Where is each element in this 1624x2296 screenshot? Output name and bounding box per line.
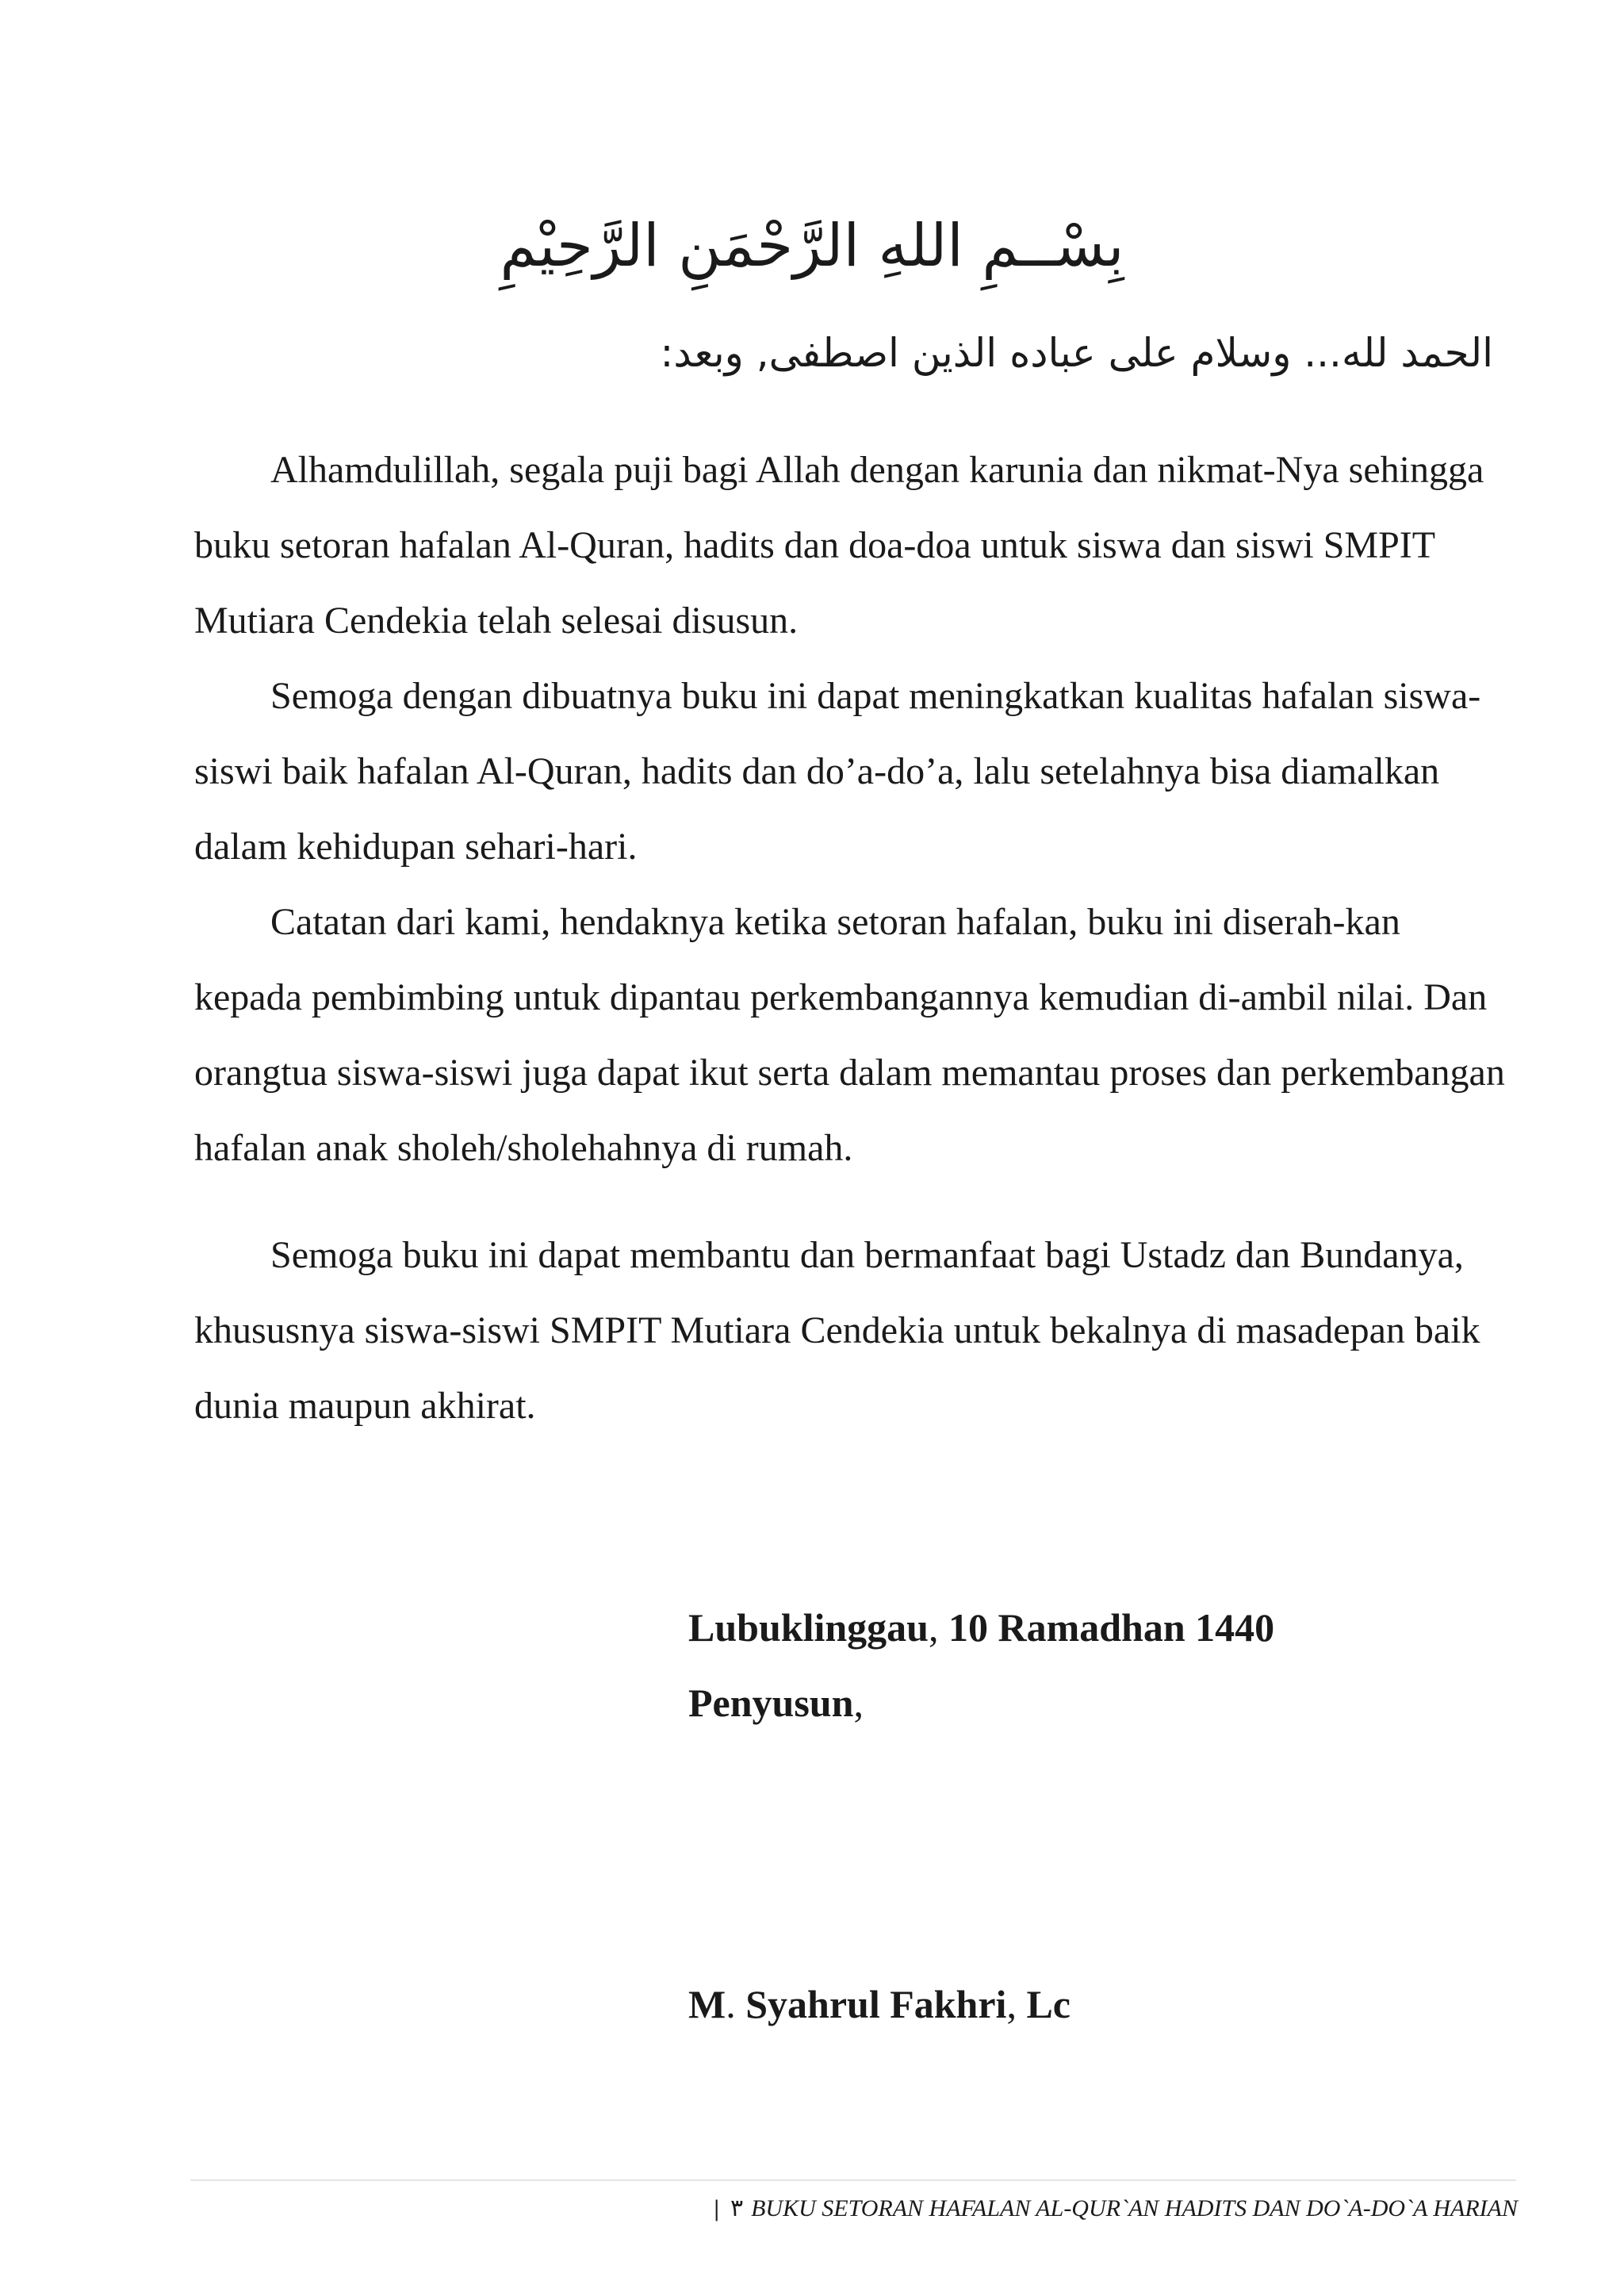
footer-title: BUKU SETORAN HAFALAN AL-QUR`AN HADITS DAN DO`A-DO`A HARIAN <box>751 2195 1518 2221</box>
footer-divider <box>190 2179 1516 2181</box>
paragraph-3: Catatan dari kami, hendaknya ketika setoran hafalan, buku ini diserah-kan kepada pembimbing untuk dipantau perkembangannya kemudian di-ambil nilai. Dan orangtua siswa-siswi juga dapat ikut serta dalam memantau proses dan perkembangan hafalan anak sholeh/sholehahnya di rumah. <box>194 901 1505 1169</box>
page-number: ٣ <box>730 2194 744 2222</box>
signer-main-name: Syahrul Fakhri <box>745 1982 1007 2026</box>
signature-role: Penyusun <box>688 1681 854 1725</box>
signer-name: M. Syahrul Fakhri, Lc <box>688 1982 1071 2026</box>
arabic-opening-line: الحمد لله... وسلام على عباده الذين اصطفى, وبعد: <box>660 330 1493 376</box>
signature-place: Lubuklinggau <box>688 1605 929 1650</box>
page-footer <box>714 2193 1518 2225</box>
footer-bar: | <box>714 2195 719 2221</box>
signature-place-date: Lubuklinggau, 10 Ramadhan 1440 <box>688 1605 1275 1650</box>
signer-suffix: Lc <box>1026 1982 1071 2026</box>
paragraph-4: Semoga buku ini dapat membantu dan bermanfaat bagi Ustadz dan Bundanya, khususnya siswa-siswi SMPIT Mutiara Cendekia untuk bekalnya di masadepan baik dunia maupun akhirat. <box>194 1234 1480 1427</box>
signature-block <box>688 1590 1274 1741</box>
signature-date: 10 Ramadhan 1440 <box>948 1605 1275 1650</box>
basmala-heading: بِسْــمِ اللهِ الرَّحْمَنِ الرَّحِيْمِ <box>500 212 1124 280</box>
paragraph-2: Semoga dengan dibuatnya buku ini dapat meningkatkan kualitas hafalan siswa-siswi baik hafalan Al-Quran, hadits dan do’a-do’a, lalu setelahnya bisa diamalkan dalam kehidupan sehari-hari. <box>194 675 1481 868</box>
body-text <box>194 432 1515 1443</box>
signature-role-line: Penyusun, <box>688 1681 864 1725</box>
signer-initial: M <box>688 1982 726 2026</box>
paragraph-1: Alhamdulillah, segala puji bagi Allah dengan karunia dan nikmat-Nya sehingga buku setoran hafalan Al-Quran, hadits dan doa-doa untuk siswa dan siswi SMPIT Mutiara Cendekia telah selesai disusun. <box>194 449 1484 642</box>
